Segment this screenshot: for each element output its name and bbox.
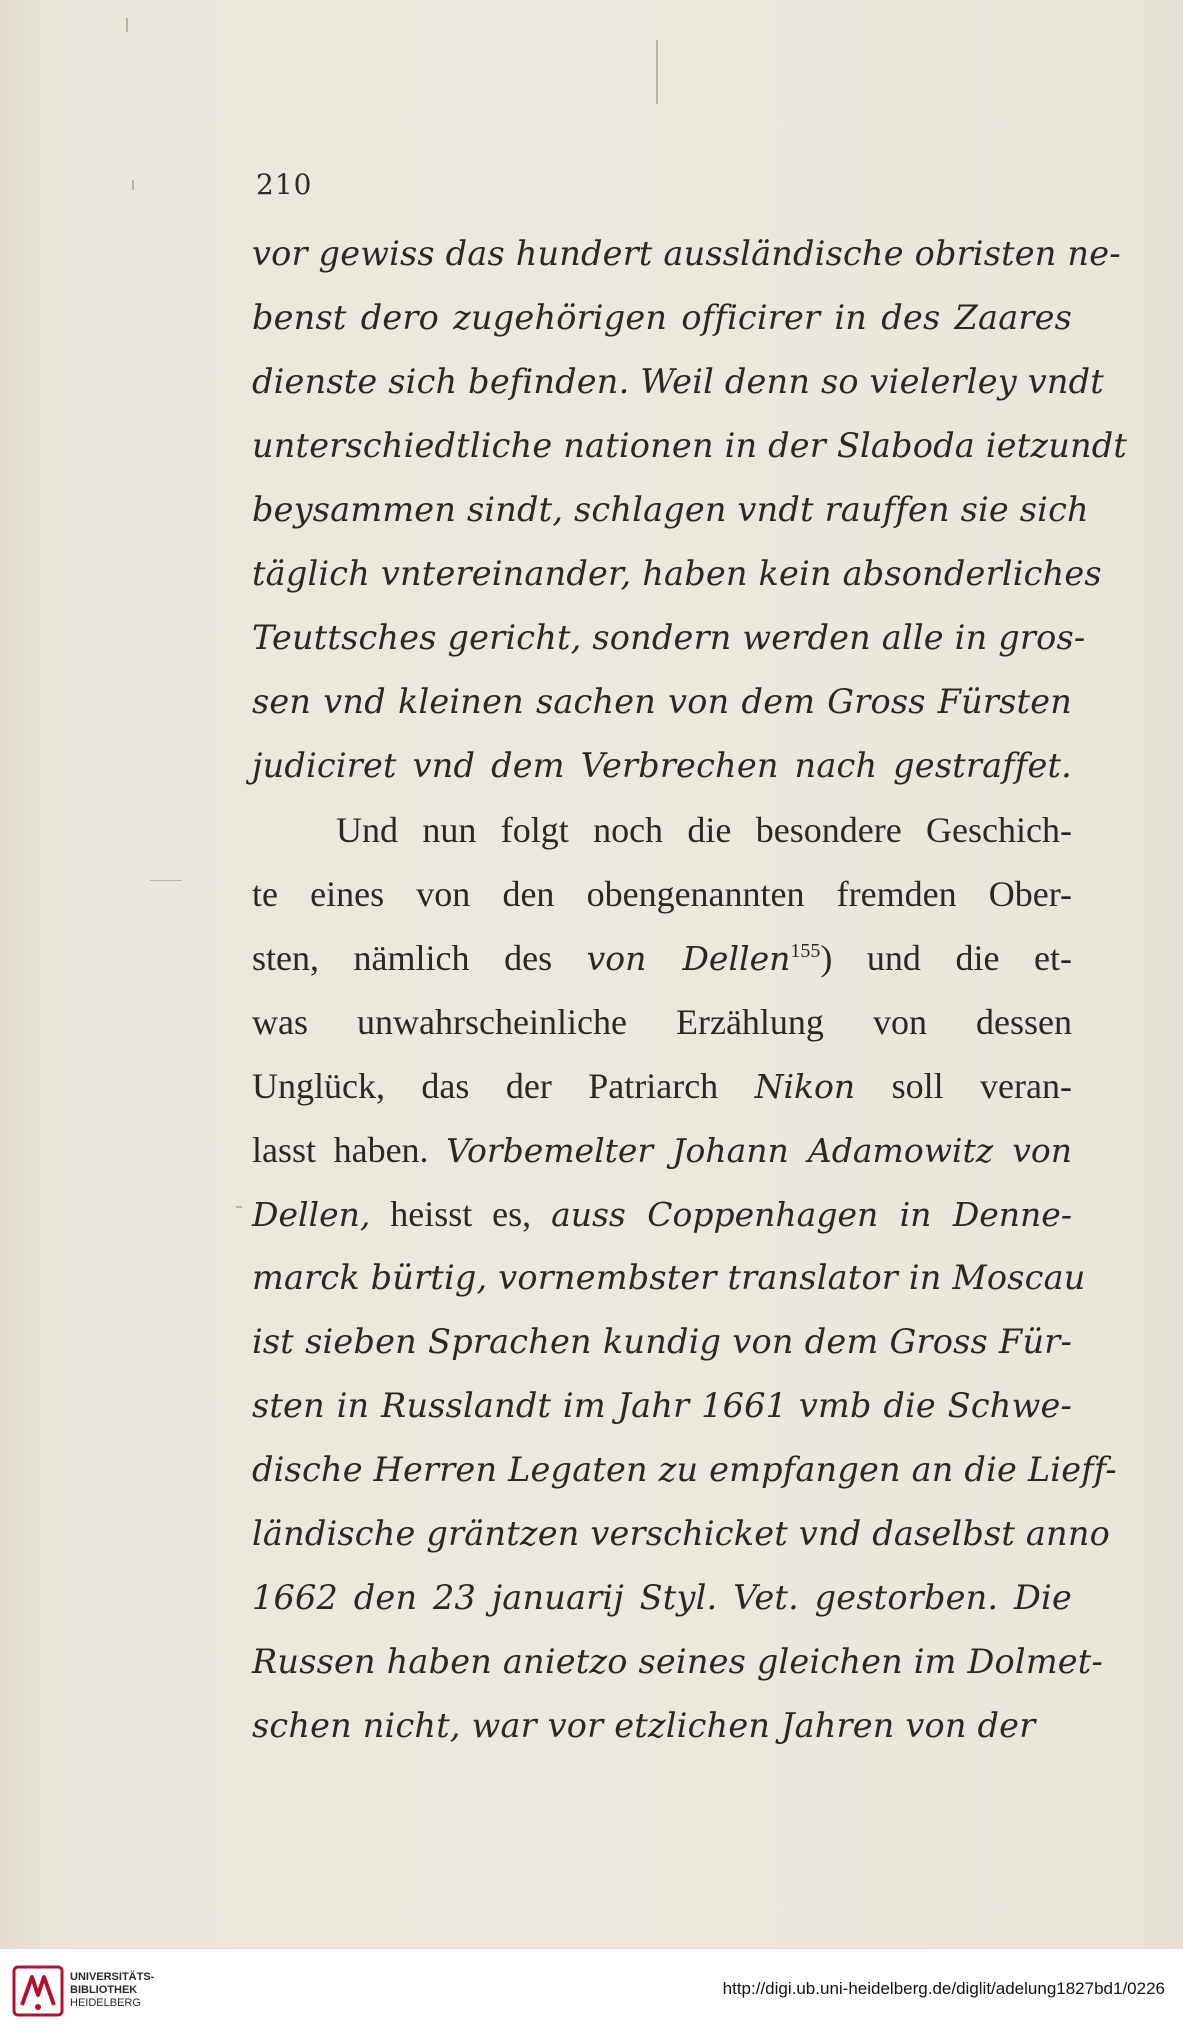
text-line xyxy=(252,1182,1072,1246)
binding-mark xyxy=(236,1206,242,1208)
university-logo-icon xyxy=(12,1965,64,2017)
page-number: 210 xyxy=(256,168,313,201)
text-line: schen nicht, war vor etzlichen Jahren von der xyxy=(252,1706,1036,1745)
text-line: marck bürtig, vornembster translator in Moscau xyxy=(252,1258,1086,1297)
binding-mark xyxy=(132,180,134,190)
footnote-ref: 155 xyxy=(790,940,821,962)
text-line: vor gewiss das hundert aussländische obristen ne- xyxy=(252,234,1121,273)
text-line: te eines von den obengenannten fremden Ober- xyxy=(252,874,1072,914)
text-line: benst dero zugehörigen officirer in des Zaares xyxy=(252,298,1072,337)
logo-line: UNIVERSITÄTS- xyxy=(70,1971,155,1983)
binding-mark xyxy=(126,18,128,32)
logo-line: BIBLIOTHEK xyxy=(70,1984,138,1996)
text-line: Und nun folgt noch die besondere Geschich- xyxy=(336,810,1072,850)
text-segment: Dellen, xyxy=(252,1195,371,1234)
text-segment: soll veran- xyxy=(855,1066,1072,1106)
text-segment: ) und die et- xyxy=(820,938,1072,978)
text-line: ist sieben Sprachen kundig von dem Gross Für- xyxy=(252,1322,1072,1361)
text-segment: Vorbemelter Johann Adamowitz von xyxy=(446,1131,1072,1170)
binding-mark xyxy=(656,40,658,104)
text-line: was unwahrscheinliche Erzählung von dessen xyxy=(252,1002,1072,1042)
text-segment: von Dellen xyxy=(586,939,791,978)
text-line: ländische gräntzen verschicket vnd daselbst anno xyxy=(252,1514,1110,1553)
text-line: dische Herren Legaten zu empfangen an die Lieff- xyxy=(252,1450,1117,1489)
logo-line: HEIDELBERG xyxy=(70,1997,141,2009)
text-segment: auss Coppenhagen in Denne- xyxy=(551,1195,1072,1234)
text-segment: Nikon xyxy=(754,1067,856,1106)
text-line xyxy=(252,926,1072,990)
body-text xyxy=(252,222,1128,1758)
text-line: judiciret vnd dem Verbrechen nach gestraffet. xyxy=(252,746,1072,785)
text-segment: Unglück, das der Patriarch xyxy=(252,1066,755,1106)
text-line: dienste sich befinden. Weil denn so vielerley vndt xyxy=(252,362,1104,401)
text-line: beysammen sindt, schlagen vndt rauffen sie sich xyxy=(252,490,1089,529)
text-line: Teuttsches gericht, sondern werden alle in gros- xyxy=(252,618,1086,657)
text-line: täglich vntereinander, haben kein absonderliches xyxy=(252,554,1102,593)
text-segment: lasst haben. xyxy=(252,1130,447,1170)
text-line xyxy=(252,1054,1072,1118)
permalink-url[interactable]: http://digi.ub.uni-heidelberg.de/diglit/adelung1827bd1/0226 xyxy=(722,1979,1165,1998)
text-line: sten in Russlandt im Jahr 1661 vmb die Schwe- xyxy=(252,1386,1072,1425)
text-line: Russen haben anietzo seines gleichen im Dolmet- xyxy=(252,1642,1103,1681)
binding-mark xyxy=(150,880,182,881)
text-segment: heisst es, xyxy=(370,1194,552,1234)
text-line xyxy=(252,1118,1072,1182)
library-logo-text xyxy=(70,1971,180,2010)
text-line: unterschiedtliche nationen in der Slaboda ietzundt xyxy=(252,426,1128,465)
viewer-footer xyxy=(0,1948,1183,2034)
text-line: 1662 den 23 januarij Styl. Vet. gestorben. Die xyxy=(252,1578,1072,1617)
text-line: sen vnd kleinen sachen von dem Gross Fürsten xyxy=(252,682,1072,721)
text-segment: sten, nämlich des xyxy=(252,938,587,978)
